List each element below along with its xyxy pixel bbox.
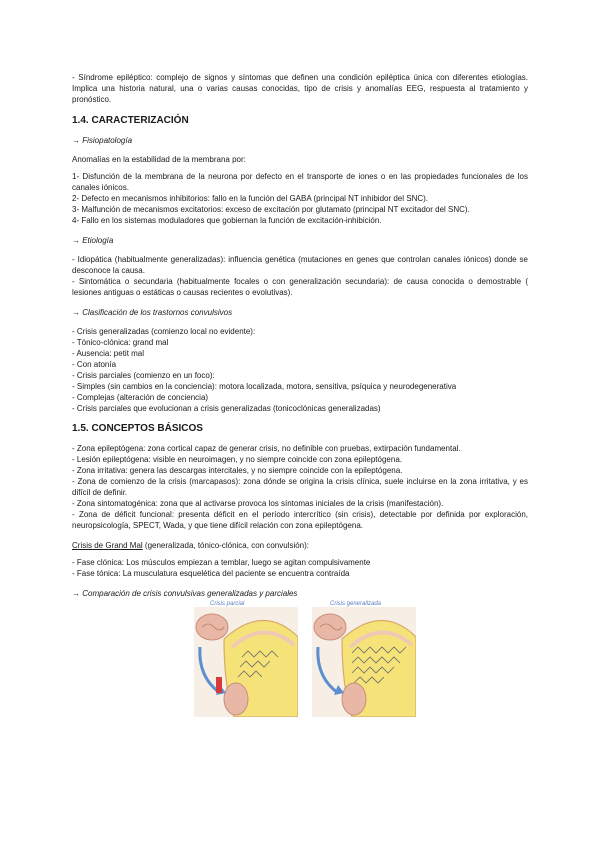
section-title-conceptos-basicos: 1.5. CONCEPTOS BÁSICOS [72, 423, 203, 434]
figure-label-partial: Crisis parcial [210, 601, 245, 607]
list-item: - Crisis parciales que evolucionan a crisis generalizadas (tonicoclónicas generalizadas) [72, 404, 381, 413]
heading-etiologia: → Etiología [72, 236, 114, 245]
list-item: - Simples (sin cambios en la conciencia): motora localizada, motora, sensitiva, psíquica y neurodegenerativa [72, 382, 457, 391]
intro-paragraph: - Síndrome epiléptico: complejo de signos y síntomas que definen una condición epiléptica única con diferentes etiologías. Implica una historia natural, una o varias causas conocidas, tipo de crisis y anomalías EEG, respuesta al tratamiento y pronóstico. [72, 73, 528, 104]
list-item: - Zona epileptógena: zona cortical capaz de generar crisis, no definible con pruebas, extirpación fundamental. [72, 444, 461, 453]
generalized-seizure-brain-illustration [312, 607, 416, 717]
list-item: - Zona de comienzo de la crisis (marcapasos): zona dónde se origina la crisis clínica, suele incluirse en la zona irritativa, y es difícil de definir. [72, 477, 528, 497]
partial-seizure-brain-illustration [194, 607, 298, 717]
grand-mal-list [72, 557, 528, 579]
fisiopatologia-list [72, 171, 528, 226]
list-item: - Zona sintomatogénica: zona que al activarse provoca los síntomas iniciales de la crisis (manifestación). [72, 499, 444, 508]
heading-comparacion: → Comparación de crisis convulsivas generalizadas y parciales [72, 589, 298, 598]
grand-mal-title: Crisis de Grand Mal [72, 541, 143, 550]
list-item: 2- Defecto en mecanismos inhibitorios: fallo en la función del GABA (principal NT inhibidor del SNC). [72, 194, 429, 203]
etiologia-list [72, 254, 528, 298]
list-item: - Zona irritativa: genera las descargas intercitales, y no siempre coincide con la epileptógena. [72, 466, 403, 475]
list-item: - Tónico-clónica: grand mal [72, 338, 169, 347]
list-item: - Crisis parciales (comienzo en un foco): [72, 371, 215, 380]
fisiopatologia-lead: Anomalías en la estabilidad de la membrana por: [72, 155, 246, 164]
grand-mal-suffix: (generalizada, tónico-clónica, con convulsión): [142, 541, 309, 550]
list-item: 4- Fallo en los sistemas moduladores que gobiernan la función de excitación-inhibición. [72, 216, 382, 225]
grand-mal-heading [72, 540, 528, 551]
list-item: - Fase tónica: La musculatura esquelética del paciente se encuentra contraída [72, 569, 350, 578]
document-page [72, 72, 528, 721]
figure-label-generalized: Crisis generalizada [330, 601, 382, 607]
list-item: - Lesión epileptógena: visible en neuroimagen, y no siempre coincide con zona epileptógena. [72, 455, 402, 464]
list-item: - Idiopática (habitualmente generalizadas): influencia genética (mutaciones en genes que controlan canales iónicos) donde se desconoce la causa. [72, 255, 528, 275]
clasificacion-list [72, 326, 528, 414]
conceptos-list [72, 443, 528, 531]
list-item: 1- Disfunción de la membrana de la neurona por defecto en el transporte de iones o en las propiedades funcionales de los canales iónicos. [72, 172, 528, 192]
list-item: 3- Malfunción de mecanismos excitatorios: exceso de excitación por glutamato (principal NT excitador del SNC). [72, 205, 470, 214]
heading-fisiopatologia: → Fisiopatología [72, 136, 133, 145]
list-item: - Fase clónica: Los músculos empiezan a temblar, luego se agitan compulsivamente [72, 558, 371, 567]
list-item: - Con atonía [72, 360, 117, 369]
list-item: - Zona de déficit funcional: presenta déficit en el período intercrítico (sin crisis), detectable por definida por exploración, neuropsicología, SPECT, Wada, y que tiene difícil relación con zona epileptógena. [72, 510, 528, 530]
list-item: - Ausencia: petit mal [72, 349, 145, 358]
list-item: - Complejas (alteración de conciencia) [72, 393, 209, 402]
section-title-caracterizacion: 1.4. CARACTERIZACIÓN [72, 115, 189, 126]
list-item: - Sintomática o secundaria (habitualmente focales o con generalización secundaria): de causa conocida o demostrable ( lesiones antiguas o estáticas o causas recientes o evolutivas). [72, 277, 528, 297]
heading-clasificacion: → Clasificación de los trastornos convulsivos [72, 308, 233, 317]
seizure-comparison-figure [194, 603, 416, 721]
list-item: - Crisis generalizadas (comienzo local no evidente): [72, 327, 256, 336]
